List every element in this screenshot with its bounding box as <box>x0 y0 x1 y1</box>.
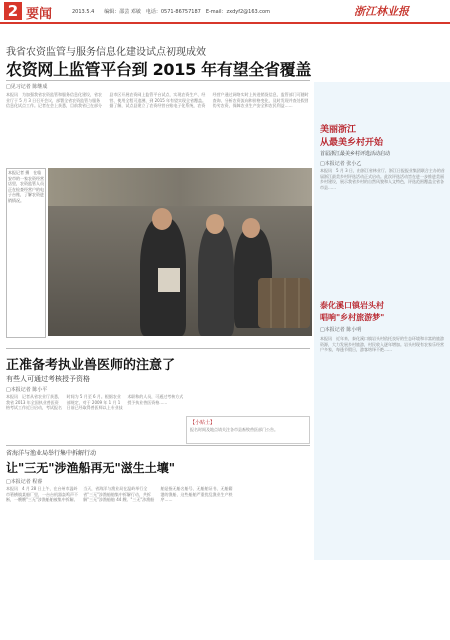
sidebar-story1-subtitle: 首届浙江最美乡村评选活动启动 <box>320 151 391 157</box>
sidebar-story1-byline: □本报记者 张小乙 <box>320 161 362 167</box>
story2-kicker: 有些人可通过考核授予资格 <box>6 375 90 383</box>
divider <box>6 80 310 81</box>
header-rule <box>0 22 450 24</box>
lead-kicker: 我省农资监管与服务信息化建设试点初现成效 <box>6 47 206 58</box>
divider <box>6 348 310 349</box>
masthead-logo: 浙江林业报 <box>354 5 409 18</box>
sidebar-story2-title: 泰化溪口镇岩头村 <box>320 301 384 310</box>
story3-headline: 让"三无"涉渔船再无"滋生土壤" <box>6 461 176 475</box>
news-photo <box>48 168 312 336</box>
story2-headline: 正准备考执业兽医师的注意了 <box>6 358 176 373</box>
section-title: 要闻 <box>26 7 53 22</box>
tip-text: 报名时间及地点请关注各市县畜牧兽医部门公告。 <box>190 427 278 432</box>
photo-roof <box>48 168 312 206</box>
story3-body: 本报讯 4 月 28 日上午，在台州市温岭市箬横镇某船厂里，一台台机器轰鸣声不断，一艘艘"三无"涉渔船舶被集中拆解。当天，省海洋与渔业局在温岭举行全省"三无"涉渔船舶集中拆解行动，共拆解"三无"涉渔船舶 44 艘。"三无"涉渔船舶是指无船名船号、无船舶证书、无船籍港的渔船，这些船舶严重扰乱渔业生产秩序…… <box>6 486 233 502</box>
story2-body: 本报讯 记者从省农业厅获悉，我省 2013 年全国执业兽医资格考试工作近日启动，考试报名时间为 5 月至 6 月。根据农业部规定，对于 2009 年 1 月 1 日前已经取得兽医师以上专业技术职称的人员，可通过考核方式授予执业兽医资格…… <box>6 394 184 410</box>
photo-person-head <box>152 208 172 230</box>
photo-bag <box>158 268 180 292</box>
sidebar-story1-body: 本报讯 5 月 3 日，由浙江省林业厅、浙江日报报业集团联合主办的首届浙江最美乡村评选活动正式启动。此次评选活动旨在进一步推进美丽乡村建设，展示我省乡村的自然风貌和人文特色，评选范围覆盖全省各市县…… <box>320 168 445 190</box>
sidebar-story2-body: 本报讯 近年来，泰化溪口镇岩头村依托良好的生态环境和丰富的旅游资源，大力发展乡村旅游，村民收入逐年增加。岩头村现有农家乐经营户多家，每逢节假日，游客络绎不绝…… <box>320 336 444 352</box>
photo-caption: 本报记者 摄 在临安市的一家农资经营店里，农资监管人员正在检查经营户的电子台账，了解农资进销情况。 <box>6 168 46 338</box>
tip-box <box>186 416 310 444</box>
photo-person-head <box>206 214 224 234</box>
sidebar-story2-byline: □本报记者 陈小明 <box>320 327 362 333</box>
sidebar-story2-title: 唱响"乡村旅游梦" <box>320 313 385 322</box>
sidebar-story1-title: 从最美乡村开始 <box>320 138 384 148</box>
story3-kicker: 省海洋与渔业局举行集中拆解行动 <box>6 450 97 457</box>
photo-person-head <box>242 218 260 238</box>
page-number: 2 <box>4 2 22 20</box>
story3-byline: □本报记者 程睿 <box>6 479 43 485</box>
lead-headline: 农资网上监管平台到 2015 年有望全省覆盖 <box>6 60 312 79</box>
story2-byline: □本报记者 陈小平 <box>6 387 48 393</box>
divider <box>6 445 310 446</box>
photo-sacks <box>258 278 310 328</box>
lead-byline: □见习记者 陈继成 <box>6 84 48 90</box>
photo-person <box>198 224 234 336</box>
sidebar-story1-title: 美丽浙江 <box>320 125 357 135</box>
tip-label: 【小贴士】 <box>190 420 216 426</box>
header-meta: 2013.5.4 编辑：邵芸 邓敏 电话：0571-86757187 E-mail：zxdyf2@163.com <box>72 9 270 15</box>
lead-body: 本报讯 为加强我省农资监管和服务信息化建设，省农业厅于 5 月 3 日召开会议，部署全省农资监管与服务信息化试点工作。记者在会上获悉，目前我省已在部分县市区开展农资网上监管平台试点，实现农资生产、经营、使用全程可追溯，到 2015 年有望实现全省覆盖。据了解，试点县建立了农资经营台账电子化系统，农资经营户通过网络实时上传进销货信息，监管部门可随时查询、分析农资流向和价格变化，及时发现并查处假冒伪劣农资，保障农业生产安全和农民利益…… <box>6 92 309 108</box>
